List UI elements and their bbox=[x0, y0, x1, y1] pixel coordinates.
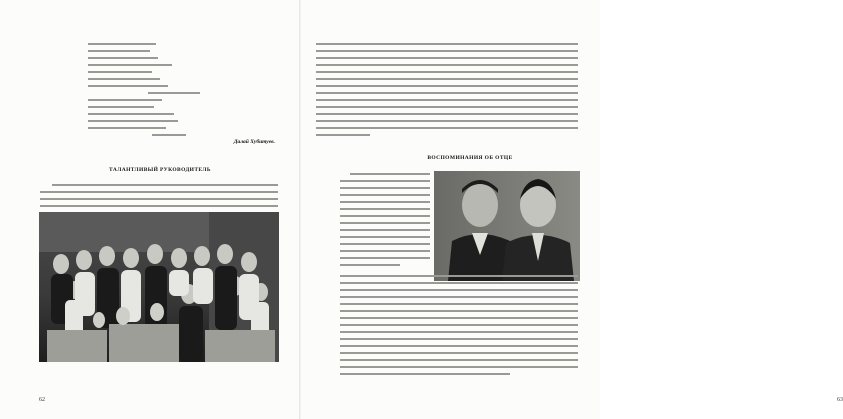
text-line bbox=[88, 64, 172, 66]
text-line bbox=[340, 359, 578, 361]
text-line bbox=[340, 282, 578, 284]
text-line bbox=[340, 201, 430, 203]
text-line bbox=[340, 208, 430, 210]
section-heading-talented-leader: ТАЛАНТЛИВЫЙ РУКОВОДИТЕЛЬ bbox=[109, 167, 211, 173]
text-line bbox=[152, 134, 186, 136]
text-line bbox=[88, 113, 174, 115]
family-photo bbox=[39, 212, 279, 362]
text-line bbox=[316, 71, 578, 73]
page-number-right: 63 bbox=[837, 397, 843, 403]
text-line bbox=[316, 64, 578, 66]
text-line bbox=[316, 99, 578, 101]
text-line bbox=[316, 78, 578, 80]
text-line bbox=[316, 92, 578, 94]
text-line bbox=[340, 222, 430, 224]
body-text-bottom bbox=[340, 275, 580, 385]
text-line bbox=[340, 366, 578, 368]
text-line bbox=[88, 71, 152, 73]
text-line bbox=[316, 85, 578, 87]
text-line bbox=[340, 243, 430, 245]
text-line bbox=[340, 194, 430, 196]
text-line bbox=[316, 134, 370, 136]
text-line bbox=[340, 317, 578, 319]
section-heading-father-memories: ВОСПОМИНАНИЯ ОБ ОТЦЕ bbox=[427, 155, 513, 161]
text-line bbox=[316, 43, 578, 45]
text-line bbox=[88, 106, 154, 108]
text-line bbox=[316, 50, 578, 52]
text-line bbox=[316, 120, 578, 122]
text-line bbox=[340, 352, 578, 354]
text-line bbox=[340, 275, 578, 277]
text-line bbox=[340, 345, 578, 347]
text-line bbox=[316, 113, 578, 115]
text-line bbox=[340, 215, 430, 217]
text-line bbox=[340, 296, 578, 298]
text-line bbox=[340, 373, 510, 375]
text-line bbox=[88, 43, 156, 45]
text-line bbox=[340, 338, 578, 340]
portrait-photo-image bbox=[434, 171, 580, 281]
text-line bbox=[340, 331, 578, 333]
body-text-column bbox=[340, 173, 432, 273]
text-line bbox=[52, 184, 278, 186]
text-line bbox=[340, 180, 430, 182]
text-line bbox=[88, 78, 160, 80]
page-right bbox=[300, 0, 843, 419]
family-photo-image bbox=[39, 212, 279, 362]
text-line bbox=[316, 127, 578, 129]
page-left bbox=[0, 0, 300, 419]
text-line bbox=[340, 257, 430, 259]
text-line bbox=[340, 229, 430, 231]
text-line bbox=[40, 198, 278, 200]
text-line bbox=[316, 106, 578, 108]
text-line bbox=[40, 191, 278, 193]
text-line bbox=[316, 57, 578, 59]
poem-signature: Далай Хубитуев. bbox=[233, 139, 275, 145]
text-line bbox=[340, 264, 400, 266]
text-line bbox=[88, 57, 158, 59]
text-line bbox=[88, 50, 150, 52]
text-line bbox=[340, 250, 430, 252]
portrait-photo bbox=[434, 171, 580, 281]
text-line bbox=[340, 324, 578, 326]
text-line bbox=[88, 127, 166, 129]
text-line bbox=[40, 205, 278, 207]
text-line bbox=[88, 99, 162, 101]
text-line bbox=[88, 120, 178, 122]
text-line bbox=[340, 236, 430, 238]
body-text-top bbox=[316, 43, 578, 135]
text-line bbox=[88, 85, 168, 87]
text-line bbox=[350, 173, 430, 175]
poem-block bbox=[88, 43, 200, 138]
text-line bbox=[148, 92, 200, 94]
text-line bbox=[340, 187, 430, 189]
text-line bbox=[340, 303, 578, 305]
text-line bbox=[340, 289, 578, 291]
text-line bbox=[340, 310, 578, 312]
page-number-left: 62 bbox=[39, 397, 45, 403]
